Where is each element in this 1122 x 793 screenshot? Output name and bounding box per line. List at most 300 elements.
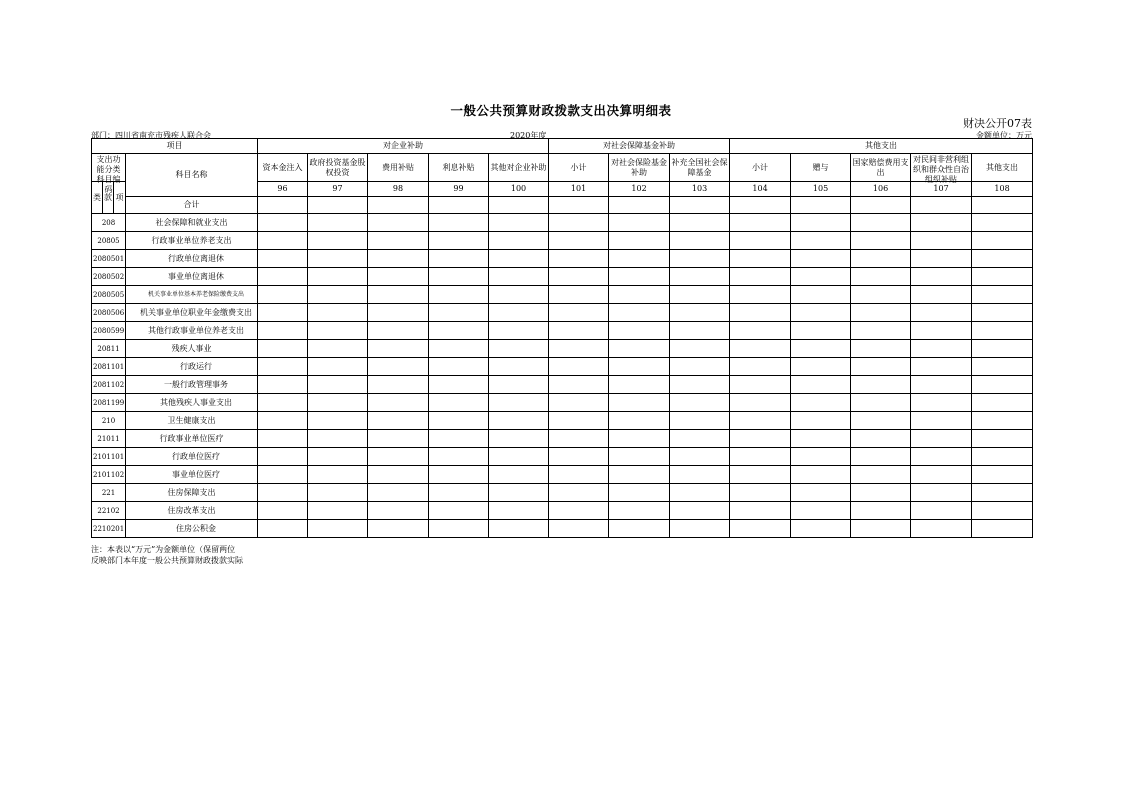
amount-cell [911, 358, 972, 376]
amount-cell [549, 430, 609, 448]
row-subject-name: 其他行政事业单位养老支出 [126, 322, 258, 340]
amount-cell [609, 448, 670, 466]
amount-cell [368, 520, 429, 538]
row-code: 2081101 [92, 358, 126, 376]
amount-cell [911, 466, 972, 484]
amount-cell [791, 268, 851, 286]
amount-cell [308, 376, 368, 394]
expenditure-table [91, 138, 1033, 538]
amount-cell [489, 376, 549, 394]
table-row [92, 358, 1033, 376]
amount-cell [972, 268, 1033, 286]
amount-cell [429, 394, 489, 412]
amount-cell [429, 232, 489, 250]
amount-cell [429, 376, 489, 394]
amount-cell [791, 502, 851, 520]
total-cell [308, 197, 368, 214]
amount-cell [972, 286, 1033, 304]
row-code: 2080501 [92, 250, 126, 268]
amount-cell [549, 376, 609, 394]
amount-cell [851, 484, 911, 502]
amount-cell [791, 484, 851, 502]
amount-cell [308, 358, 368, 376]
amount-cell [368, 502, 429, 520]
row-subject-name: 行政事业单位养老支出 [126, 232, 258, 250]
total-cell [609, 197, 670, 214]
amount-cell [670, 484, 730, 502]
amount-cell [972, 250, 1033, 268]
amount-cell [368, 232, 429, 250]
amount-cell [911, 412, 972, 430]
amount-cell [489, 322, 549, 340]
amount-cell [911, 250, 972, 268]
col-number: 99 [429, 182, 489, 197]
amount-cell [429, 466, 489, 484]
total-cell [258, 197, 308, 214]
amount-cell [851, 412, 911, 430]
amount-cell [489, 448, 549, 466]
amount-cell [670, 466, 730, 484]
amount-cell [308, 412, 368, 430]
amount-cell [549, 250, 609, 268]
col-number: 107 [911, 182, 972, 197]
department-label: 部门：四川省南充市残疾人联合会 [91, 131, 211, 140]
header-col: 利息补贴 [429, 154, 489, 182]
table-row [92, 340, 1033, 358]
total-cell [730, 197, 791, 214]
amount-cell [911, 304, 972, 322]
amount-cell [549, 484, 609, 502]
amount-cell [258, 394, 308, 412]
table-row [92, 394, 1033, 412]
amount-cell [609, 502, 670, 520]
amount-cell [489, 466, 549, 484]
row-code: 221 [92, 484, 126, 502]
col-number: 102 [609, 182, 670, 197]
table-row [92, 214, 1033, 232]
amount-cell [609, 394, 670, 412]
footnote [91, 544, 257, 566]
amount-cell [549, 466, 609, 484]
header-col: 其他支出 [972, 154, 1033, 182]
amount-cell [670, 358, 730, 376]
col-number: 104 [730, 182, 791, 197]
amount-cell [730, 412, 791, 430]
row-code: 20811 [92, 340, 126, 358]
amount-cell [609, 358, 670, 376]
header-col: 其他对企业补助 [489, 154, 549, 182]
col-number: 100 [489, 182, 549, 197]
header-item: 项目 [92, 139, 258, 154]
amount-cell [911, 484, 972, 502]
col-number: 106 [851, 182, 911, 197]
total-cell [549, 197, 609, 214]
total-label: 合计 [126, 197, 258, 214]
amount-cell [258, 268, 308, 286]
amount-cell [489, 430, 549, 448]
row-subject-name: 卫生健康支出 [126, 412, 258, 430]
amount-cell [429, 484, 489, 502]
amount-cell [368, 322, 429, 340]
amount-cell [791, 304, 851, 322]
amount-cell [730, 304, 791, 322]
amount-cell [730, 250, 791, 268]
row-subject-name: 事业单位离退休 [126, 268, 258, 286]
table-row [92, 286, 1033, 304]
amount-cell [730, 340, 791, 358]
amount-cell [368, 376, 429, 394]
amount-cell [258, 340, 308, 358]
amount-cell [791, 358, 851, 376]
amount-cell [972, 448, 1033, 466]
amount-cell [730, 214, 791, 232]
amount-cell [429, 430, 489, 448]
header-col: 费用补贴 [368, 154, 429, 182]
amount-cell [911, 520, 972, 538]
amount-cell [258, 322, 308, 340]
amount-cell [258, 430, 308, 448]
row-subject-name: 行政单位医疗 [126, 448, 258, 466]
total-cell [489, 197, 549, 214]
amount-cell [851, 394, 911, 412]
row-subject-name: 其他残疾人事业支出 [126, 394, 258, 412]
amount-cell [791, 394, 851, 412]
header-subject-name: 科目名称 [126, 154, 258, 197]
amount-cell [489, 304, 549, 322]
amount-cell [429, 358, 489, 376]
amount-cell [489, 232, 549, 250]
amount-cell [429, 502, 489, 520]
amount-cell [258, 484, 308, 502]
amount-cell [851, 232, 911, 250]
amount-cell [609, 268, 670, 286]
footnote-line: 反映部门本年度一般公共预算财政拨款实际 [91, 556, 243, 565]
amount-cell [851, 466, 911, 484]
header-group-other: 其他支出 [730, 139, 1033, 154]
amount-cell [489, 286, 549, 304]
amount-cell [489, 502, 549, 520]
amount-cell [851, 520, 911, 538]
amount-cell [258, 232, 308, 250]
amount-cell [549, 232, 609, 250]
amount-cell [609, 286, 670, 304]
amount-cell [368, 484, 429, 502]
amount-cell [670, 430, 730, 448]
amount-cell [851, 214, 911, 232]
amount-cell [670, 250, 730, 268]
amount-cell [670, 502, 730, 520]
amount-cell [368, 358, 429, 376]
amount-cell [972, 322, 1033, 340]
amount-cell [609, 430, 670, 448]
amount-cell [851, 430, 911, 448]
amount-cell [549, 214, 609, 232]
amount-cell [308, 232, 368, 250]
amount-cell [911, 286, 972, 304]
amount-cell [429, 412, 489, 430]
amount-cell [549, 268, 609, 286]
table-row [92, 412, 1033, 430]
amount-cell [258, 466, 308, 484]
total-cell [368, 197, 429, 214]
amount-cell [368, 394, 429, 412]
row-code: 210 [92, 412, 126, 430]
amount-cell [308, 484, 368, 502]
amount-cell [549, 520, 609, 538]
amount-cell [609, 376, 670, 394]
amount-cell [368, 340, 429, 358]
amount-cell [549, 358, 609, 376]
amount-cell [308, 250, 368, 268]
table-row [92, 466, 1033, 484]
table-row [92, 268, 1033, 286]
row-code: 2081199 [92, 394, 126, 412]
row-code: 22102 [92, 502, 126, 520]
amount-cell [730, 502, 791, 520]
amount-cell [489, 250, 549, 268]
amount-cell [972, 304, 1033, 322]
amount-cell [972, 232, 1033, 250]
amount-cell [489, 394, 549, 412]
amount-cell [489, 358, 549, 376]
amount-cell [429, 214, 489, 232]
amount-cell [258, 358, 308, 376]
row-subject-name: 行政事业单位医疗 [126, 430, 258, 448]
header-col: 小计 [730, 154, 791, 182]
amount-cell [308, 430, 368, 448]
amount-cell [368, 466, 429, 484]
amount-cell [258, 448, 308, 466]
amount-cell [489, 412, 549, 430]
row-subject-name: 残疾人事业 [126, 340, 258, 358]
row-code: 2080505 [92, 286, 126, 304]
amount-cell [791, 286, 851, 304]
amount-cell [549, 286, 609, 304]
total-cell [791, 197, 851, 214]
amount-cell [972, 430, 1033, 448]
amount-cell [851, 358, 911, 376]
amount-cell [670, 340, 730, 358]
row-subject-name: 事业单位医疗 [126, 466, 258, 484]
amount-cell [730, 484, 791, 502]
amount-cell [911, 394, 972, 412]
amount-cell [258, 376, 308, 394]
amount-cell [609, 484, 670, 502]
table-row [92, 520, 1033, 538]
amount-cell [368, 412, 429, 430]
amount-cell [308, 340, 368, 358]
amount-cell [549, 322, 609, 340]
amount-cell [368, 448, 429, 466]
amount-cell [972, 484, 1033, 502]
amount-cell [308, 466, 368, 484]
amount-cell [911, 232, 972, 250]
header-group-enterprise: 对企业补助 [258, 139, 549, 154]
page-title: 一般公共预算财政拨款支出决算明细表 [450, 103, 672, 118]
header-xiang: 项 [114, 182, 126, 214]
amount-cell [609, 304, 670, 322]
amount-cell [609, 340, 670, 358]
amount-cell [851, 502, 911, 520]
amount-cell [609, 466, 670, 484]
table-row [92, 250, 1033, 268]
amount-cell [730, 376, 791, 394]
total-cell [429, 197, 489, 214]
amount-cell [851, 268, 911, 286]
row-code: 2101101 [92, 448, 126, 466]
amount-cell [368, 250, 429, 268]
amount-cell [670, 412, 730, 430]
amount-cell [791, 376, 851, 394]
amount-cell [911, 502, 972, 520]
table-row [92, 322, 1033, 340]
header-col: 政府投资基金股权投资 [308, 154, 368, 182]
row-code: 2210201 [92, 520, 126, 538]
amount-cell [258, 502, 308, 520]
amount-cell [972, 502, 1033, 520]
year-label: 2020年度 [510, 131, 547, 140]
row-code: 2101102 [92, 466, 126, 484]
amount-cell [972, 394, 1033, 412]
amount-cell [670, 448, 730, 466]
amount-cell [972, 412, 1033, 430]
row-subject-name: 一般行政管理事务 [126, 376, 258, 394]
amount-cell [489, 484, 549, 502]
total-cell [972, 197, 1033, 214]
row-subject-name: 行政运行 [126, 358, 258, 376]
col-number: 97 [308, 182, 368, 197]
amount-cell [308, 448, 368, 466]
amount-cell [972, 466, 1033, 484]
amount-cell [670, 376, 730, 394]
amount-cell [429, 268, 489, 286]
footnote-line: 注：本表以“万元”为金额单位（保留两位 [91, 545, 236, 554]
amount-cell [851, 448, 911, 466]
form-number: 财决公开07表 [963, 117, 1032, 130]
header-col: 对社会保险基金补助 [609, 154, 670, 182]
header-group-social: 对社会保障基金补助 [549, 139, 730, 154]
amount-cell [308, 268, 368, 286]
amount-cell [730, 358, 791, 376]
amount-cell [549, 448, 609, 466]
amount-cell [489, 520, 549, 538]
table-row [92, 448, 1033, 466]
row-subject-name: 社会保障和就业支出 [126, 214, 258, 232]
amount-cell [429, 340, 489, 358]
header-col: 对民间非营利组织和群众性自治组织补贴 [911, 154, 972, 182]
header-kuan: 款 [103, 182, 114, 214]
amount-cell [791, 412, 851, 430]
amount-cell [911, 448, 972, 466]
amount-cell [368, 286, 429, 304]
amount-cell [972, 376, 1033, 394]
amount-cell [670, 232, 730, 250]
amount-cell [972, 340, 1033, 358]
row-code: 21011 [92, 430, 126, 448]
row-subject-name: 行政单位离退休 [126, 250, 258, 268]
amount-cell [308, 394, 368, 412]
col-number: 108 [972, 182, 1033, 197]
amount-cell [258, 412, 308, 430]
table-row [92, 430, 1033, 448]
amount-cell [429, 304, 489, 322]
row-code: 208 [92, 214, 126, 232]
amount-cell [670, 268, 730, 286]
amount-cell [308, 322, 368, 340]
amount-cell [670, 286, 730, 304]
amount-cell [851, 322, 911, 340]
amount-cell [730, 286, 791, 304]
amount-cell [670, 214, 730, 232]
amount-cell [911, 430, 972, 448]
amount-cell [730, 394, 791, 412]
header-col: 赠与 [791, 154, 851, 182]
amount-cell [670, 520, 730, 538]
amount-cell [730, 448, 791, 466]
amount-cell [851, 340, 911, 358]
amount-cell [609, 322, 670, 340]
amount-cell [791, 448, 851, 466]
col-number: 98 [368, 182, 429, 197]
amount-cell [670, 394, 730, 412]
amount-cell [429, 250, 489, 268]
amount-cell [911, 340, 972, 358]
amount-cell [791, 250, 851, 268]
row-code: 20805 [92, 232, 126, 250]
table-row [92, 304, 1033, 322]
amount-cell [368, 304, 429, 322]
amount-cell [368, 430, 429, 448]
row-code: 2080502 [92, 268, 126, 286]
header-col: 小计 [549, 154, 609, 182]
table-row [92, 232, 1033, 250]
row-code: 2080599 [92, 322, 126, 340]
amount-cell [549, 340, 609, 358]
amount-cell [972, 520, 1033, 538]
row-code: 2081102 [92, 376, 126, 394]
amount-cell [429, 520, 489, 538]
amount-cell [851, 250, 911, 268]
amount-cell [429, 448, 489, 466]
row-subject-name: 住房保障支出 [126, 484, 258, 502]
amount-cell [730, 322, 791, 340]
row-subject-name: 住房改革支出 [126, 502, 258, 520]
amount-cell [308, 502, 368, 520]
row-code: 2080506 [92, 304, 126, 322]
amount-cell [549, 502, 609, 520]
amount-cell [911, 376, 972, 394]
amount-cell [972, 214, 1033, 232]
amount-cell [730, 232, 791, 250]
amount-cell [489, 214, 549, 232]
amount-cell [549, 412, 609, 430]
amount-cell [791, 430, 851, 448]
amount-cell [791, 466, 851, 484]
amount-cell [791, 214, 851, 232]
amount-cell [429, 322, 489, 340]
header-func-class: 支出功能分类科目编码 [92, 154, 126, 182]
amount-cell [489, 340, 549, 358]
amount-cell [258, 304, 308, 322]
amount-cell [911, 268, 972, 286]
amount-cell [368, 214, 429, 232]
amount-cell [609, 412, 670, 430]
header-lei: 类 [92, 182, 103, 214]
amount-cell [429, 286, 489, 304]
amount-cell [972, 358, 1033, 376]
amount-cell [549, 304, 609, 322]
amount-cell [489, 268, 549, 286]
